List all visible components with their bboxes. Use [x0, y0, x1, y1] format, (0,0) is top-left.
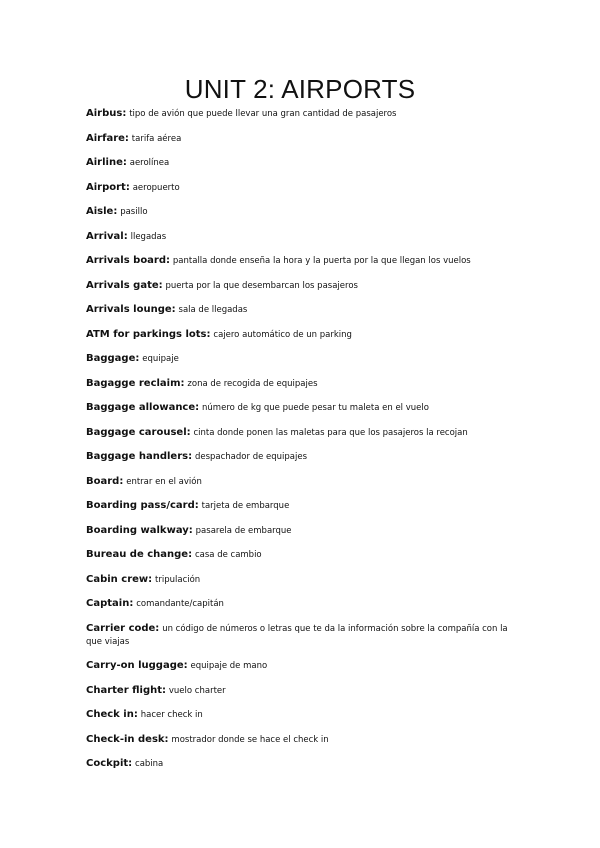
glossary-entry — [86, 132, 526, 146]
glossary-entry — [86, 524, 526, 538]
glossary-entry — [86, 107, 526, 121]
glossary-entry — [86, 426, 526, 440]
glossary-entry — [86, 230, 526, 244]
entry-definition: cinta donde ponen las maletas para que los pasajeros la recojan — [193, 427, 468, 438]
glossary-entry — [86, 205, 526, 219]
entry-term: Airfare: — [86, 132, 129, 144]
entry-term: Boarding walkway: — [86, 524, 193, 536]
entry-term: ATM for parkings lots: — [86, 328, 211, 340]
page-title: UNIT 2: AIRPORTS — [184, 74, 416, 104]
entry-definition: llegadas — [130, 231, 167, 242]
entry-term: Charter flight: — [86, 684, 167, 696]
glossary-entry — [86, 499, 526, 513]
entry-term: Arrival: — [86, 230, 128, 242]
entry-term: Board: — [86, 475, 124, 487]
glossary-entry — [86, 303, 526, 317]
entry-term: Carry-on luggage: — [86, 660, 188, 671]
glossary-entry — [86, 708, 526, 722]
glossary-entry — [86, 279, 526, 293]
entry-term: Baggage: — [86, 353, 140, 364]
glossary-entry — [86, 597, 526, 611]
entry-term: Arrivals board: — [86, 255, 171, 266]
entry-definition: sala de llegadas — [178, 305, 248, 315]
glossary-entry — [86, 733, 526, 747]
entry-definition: tipo de avión que puede llevar una gran cantidad de pasajeros — [129, 109, 397, 119]
glossary-entry — [86, 622, 526, 649]
entry-term: Airbus: — [86, 108, 127, 119]
entry-definition: pasarela de embarque — [195, 525, 292, 536]
entry-term: Baggage carousel: — [86, 426, 191, 438]
glossary-entry — [86, 401, 526, 415]
entry-term: Aisle: — [86, 206, 118, 217]
glossary-entry — [86, 181, 526, 195]
entry-definition: un código de números o letras que te da la información sobre la compañía con la que viajas — [86, 623, 508, 647]
entry-definition: vuelo charter — [168, 685, 226, 696]
glossary-entry — [86, 475, 526, 489]
glossary-entry — [86, 757, 526, 771]
glossary-entry — [86, 156, 526, 170]
entry-definition: despachador de equipajes — [194, 452, 308, 462]
glossary-entry — [86, 548, 526, 562]
entry-definition: tarjeta de embarque — [201, 501, 290, 511]
entry-definition: mostrador donde se hace el check in — [171, 734, 329, 745]
entry-term: Bagagge reclaim: — [86, 377, 185, 389]
entry-definition: aeropuerto — [132, 182, 180, 193]
glossary-entry — [86, 573, 526, 587]
entry-definition: puerta por la que desembarcan los pasajeros — [165, 280, 358, 291]
glossary-entry — [86, 328, 526, 342]
entry-definition: pasillo — [120, 207, 148, 217]
glossary-entry — [86, 377, 526, 391]
glossary-entry — [86, 684, 526, 698]
entry-term: Baggage allowance: — [86, 402, 200, 413]
entry-term: Airport: — [86, 181, 130, 193]
entry-definition: número de kg que puede pesar tu maleta en el vuelo — [202, 403, 429, 413]
entry-definition: equipaje de mano — [190, 661, 268, 671]
glossary-entry — [86, 352, 526, 366]
entry-definition: equipaje — [142, 354, 179, 364]
entry-term: Carrier code: — [86, 622, 160, 634]
entry-term: Cockpit: — [86, 758, 133, 769]
entry-definition: pantalla donde enseña la hora y la puerta por la que llegan los vuelos — [172, 256, 471, 266]
glossary-entry — [86, 450, 526, 464]
glossary-list — [86, 107, 526, 782]
entry-term: Bureau de change: — [86, 549, 193, 560]
entry-definition: cabina — [135, 759, 164, 769]
entry-term: Check in: — [86, 709, 138, 720]
entry-term: Captain: — [86, 598, 134, 609]
entry-term: Cabin crew: — [86, 573, 153, 585]
entry-term: Baggage handlers: — [86, 451, 193, 462]
entry-definition: hacer check in — [140, 710, 203, 720]
entry-definition: tarifa aérea — [131, 133, 182, 144]
entry-term: Airline: — [86, 157, 127, 168]
entry-definition: comandante/capitán — [136, 599, 224, 609]
entry-term: Boarding pass/card: — [86, 500, 199, 511]
entry-definition: aerolínea — [129, 158, 170, 168]
entry-definition: casa de cambio — [194, 550, 262, 560]
entry-definition: tripulación — [155, 574, 201, 585]
entry-definition: entrar en el avión — [126, 476, 202, 487]
entry-definition: zona de recogida de equipajes — [187, 378, 318, 389]
entry-definition: cajero automático de un parking — [213, 329, 352, 340]
glossary-entry — [86, 254, 526, 268]
entry-term: Arrivals gate: — [86, 279, 163, 291]
entry-term: Check-in desk: — [86, 733, 169, 745]
glossary-entry — [86, 659, 526, 673]
entry-term: Arrivals lounge: — [86, 304, 176, 315]
